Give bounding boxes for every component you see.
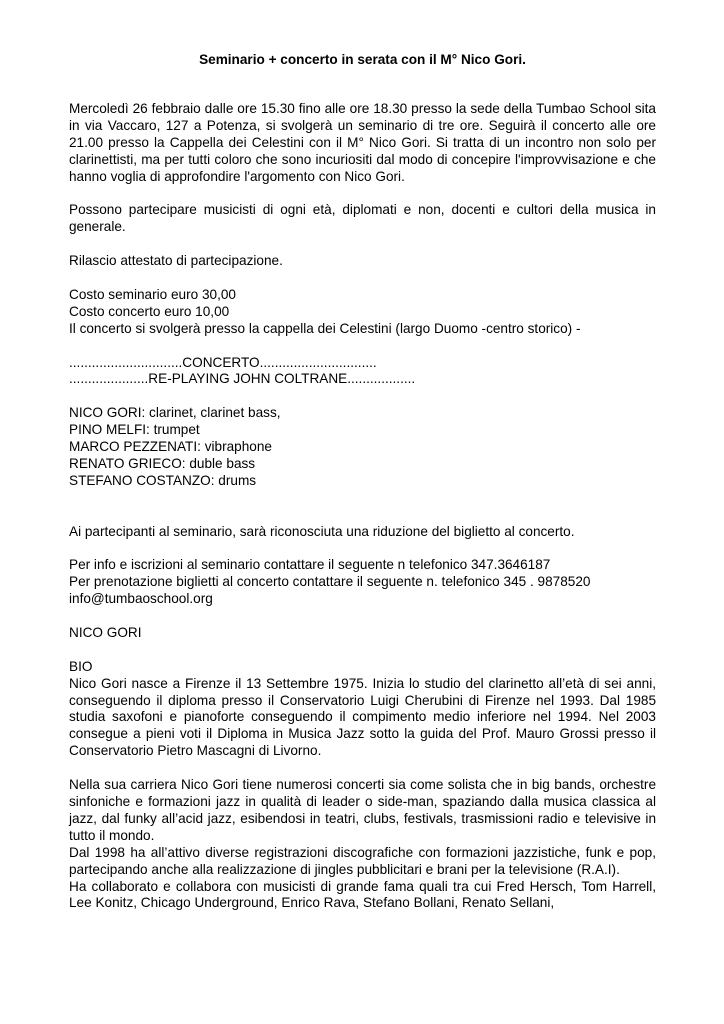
document-title: Seminario + concerto in serata con il M° Nico Gori. [199,52,526,67]
concert-cost: Costo concerto euro 10,00 [69,303,230,319]
bio-paragraph: Nico Gori nasce a Firenze il 13 Settembre 1975. Inizia lo studio del clarinetto all’età di sei anni, conseguendo il diploma presso il Conservatorio Luigi Cherubini di Firenze nel 1993. Dal 1985 studia saxofoni e pianoforte conseguendo il compimento medio inferiore nel 1994. Nel 2003 consegue a pieni voti il Diploma in Musica Jazz sotto la guida del Prof. Mauro Grossi presso il Conservatorio Pietro Mascagni di Livorno. [69,675,656,759]
participants-paragraph: Possono partecipare musicisti di ogni età, diplomati e non, docenti e cultori della musica in generale. [69,202,656,235]
lineup-item: RENATO GRIECO: duble bass [69,455,256,471]
seminar-cost: Costo seminario euro 30,00 [69,286,236,302]
bio-paragraph: Nella sua carriera Nico Gori tiene numerosi concerti sia come solista che in big bands, orchestre sinfoniche e formazioni jazz in qualità di leader o side-man, spaziando dalla musica classica al jazz, dal funky all’acid jazz, esibendosi in teatri, clubs, festivals, trasmissioni radio e televisive in tutto il mondo. [69,777,656,843]
lineup-item: PINO MELFI: trumpet [69,422,200,438]
lineup-list [69,405,656,490]
bio-paragraph: Dal 1998 ha all’attivo diverse registrazioni discografiche con formazioni jazzistiche, funk e pop, partecipando anche alla realizzazione di jingles pubblicitari e brani per la televisione (R.A.I). [69,844,656,877]
discount-paragraph: Ai partecipanti al seminario, sarà riconosciuta una riduzione del biglietto al concerto. [69,523,575,539]
concert-header-block [69,355,656,389]
bio-heading: BIO [69,658,93,674]
concert-location: Il concerto si svolgerà presso la cappella dei Celestini (largo Duomo -centro storico) - [69,320,581,336]
concert-subheading: .....................RE-PLAYING JOHN COLTRANE.................. [69,371,416,387]
certificate-line: Rilascio attestato di partecipazione. [69,253,283,269]
concert-heading: ..............................CONCERTO............................... [69,354,377,370]
intro-paragraph: Mercoledì 26 febbraio dalle ore 15.30 fino alle ore 18.30 presso la sede della Tumbao School sita in via Vaccaro, 127 a Potenza, si svolgerà un seminario di tre ore. Seguirà il concerto alle ore 21.00 presso la Cappella dei Celestini con il M° Nico Gori. Si tratta di un incontro non solo per clarinettisti, ma per tutti coloro che sono incuriositi dal modo di concepire l'improvvisazione e che hanno voglia di approfondire l'argomento con Nico Gori. [69,101,656,184]
contact-email: info@tumbaoschool.org [69,591,213,607]
document-body [69,51,656,912]
lineup-item: MARCO PEZZENATI: vibraphone [69,439,272,455]
lineup-item: STEFANO COSTANZO: drums [69,472,257,488]
ticket-contact: Per prenotazione biglietti al concerto contattare il seguente n. telefonico 345 . 9878520 [69,574,591,590]
contacts-block [69,557,656,608]
lineup-item: NICO GORI: clarinet, clarinet bass, [69,405,281,421]
costs-block [69,287,656,338]
name-heading: NICO GORI [69,624,142,640]
bio-paragraph: Ha collaborato e collabora con musicisti di grande fama quali tra cui Fred Hersch, Tom Harrell, Lee Konitz, Chicago Underground, Enrico Rava, Stefano Bollani, Renato Sellani, [69,878,656,911]
seminar-contact: Per info e iscrizioni al seminario contattare il seguente n telefonico 347.3646187 [69,557,551,573]
